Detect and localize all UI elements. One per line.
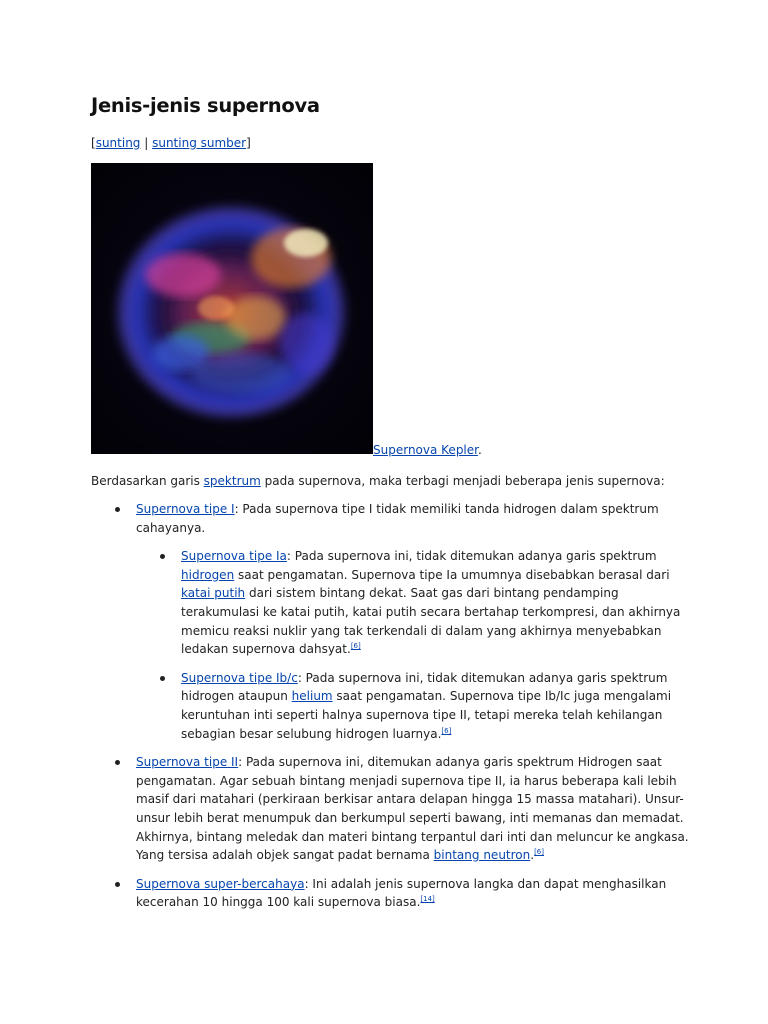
nebula-image <box>91 163 373 454</box>
reference-link[interactable]: [6] <box>441 726 452 735</box>
supernova-tipe-i-link[interactable]: Supernova tipe I <box>136 502 235 516</box>
intro-paragraph <box>91 472 691 490</box>
reference-marker <box>351 642 361 650</box>
intro-text-before: Berdasarkan garis <box>91 474 204 488</box>
helium-link[interactable]: helium <box>291 689 333 704</box>
supernova-tipe-ibc-link[interactable]: Supernova tipe Ib/c <box>181 670 298 685</box>
tipe-ibc-text-1: : Pada supernova ini, tidak ditemukan adanya garis spektrum hidrogen ataupun <box>181 670 668 704</box>
intro-text-after: pada supernova, maka terbagi menjadi beberapa jenis supernova: <box>260 474 665 488</box>
tipe-ia-text-2: saat pengamatan. Supernova tipe Ia umumnya disebabkan berasal dari <box>234 567 670 582</box>
caption-period: . <box>477 443 482 457</box>
reference-link[interactable]: [14] <box>420 895 435 904</box>
super-bercahaya-text: : Ini adalah jenis supernova langka dan dapat menghasilkan kecerahan 10 hingga 100 kali supernova biasa. <box>136 876 667 910</box>
spektrum-link[interactable]: spektrum <box>203 474 261 488</box>
tipe-ia-text-3: dari sistem bintang dekat. Saat gas dari bintang pendamping terakumulasi ke katai putih, katai putih secara bertahap terkompresi, dan akhirnya memicu reaksi nuklir yang tak terkendali di dalam yang akhirnya menyebabkan ledakan supernova dahsyat. <box>181 586 681 657</box>
list-item-super-bercahaya <box>91 875 691 912</box>
bracket-open: [ <box>91 136 96 150</box>
edit-links <box>91 136 251 150</box>
katai-putih-link[interactable]: katai putih <box>181 586 246 601</box>
tipe-ia-text-1: : Pada supernova ini, tidak ditemukan adanya garis spektrum <box>286 549 657 564</box>
tipe-ii-text: : Pada supernova ini, ditemukan adanya garis spektrum Hidrogen saat pengamatan. Agar sebuah bintang menjadi supernova tipe II, ia harus beberapa kali lebih masif dari matahari (perkiraan berkisar antara delapan hingga 15 massa matahari). Unsur-unsur lebih berat menumpuk dan berkumpul seperti bawang, inti memanas dan memadat. Akhirnya, bintang meledak dan materi bintang terpantul dari inti dan meluncur ke angkasa. Yang tersisa adalah objek sangat padat bernama <box>136 755 689 863</box>
bullet-icon <box>160 554 165 559</box>
reference-marker <box>420 895 434 903</box>
supernova-super-bercahaya-link[interactable]: Supernova super-bercahaya <box>136 876 305 891</box>
list-item-tipe-ibc <box>136 669 691 743</box>
supernova-tipe-ii-link[interactable]: Supernova tipe II <box>136 755 239 770</box>
bintang-neutron-link[interactable]: bintang neutron <box>433 848 531 863</box>
edit-link[interactable]: sunting <box>95 136 141 150</box>
figure-caption <box>373 443 482 457</box>
supernova-type-list <box>91 500 691 922</box>
bracket-close: ] <box>246 136 251 150</box>
supernova-kepler-image[interactable] <box>91 163 373 454</box>
section-heading: Jenis-jenis supernova <box>91 94 320 117</box>
reference-link[interactable]: [6] <box>350 642 361 651</box>
list-item-tipe-ii <box>91 753 691 865</box>
supernova-tipe-ia-link[interactable]: Supernova tipe Ia <box>181 549 287 564</box>
bullet-icon <box>115 760 120 765</box>
tipe-ii-period: . <box>530 848 535 863</box>
tipe-i-text: : Pada supernova tipe I tidak memiliki tanda hidrogen dalam spektrum cahayanya. <box>136 502 659 535</box>
separator: | <box>140 136 153 150</box>
reference-link[interactable]: [6] <box>534 848 544 857</box>
caption-link-supernova-kepler[interactable]: Supernova Kepler <box>373 443 478 457</box>
reference-marker <box>534 848 544 856</box>
list-item-tipe-ia <box>136 547 691 659</box>
bullet-icon <box>160 676 165 681</box>
tipe-ibc-text-2: saat pengamatan. Supernova tipe Ib/Ic juga mengalami keruntuhan inti seperti halnya supernova tipe II, tetapi mereka telah kehilangan sebagian besar selubung hidrogen luarnya. <box>181 689 672 741</box>
edit-source-link[interactable]: sunting sumber <box>152 136 247 150</box>
bullet-icon <box>115 882 120 887</box>
tipe-i-sublist <box>136 547 691 743</box>
hidrogen-link[interactable]: hidrogen <box>181 567 235 582</box>
list-item-tipe-i <box>91 500 691 743</box>
bullet-icon <box>115 507 120 512</box>
reference-marker <box>441 727 451 735</box>
